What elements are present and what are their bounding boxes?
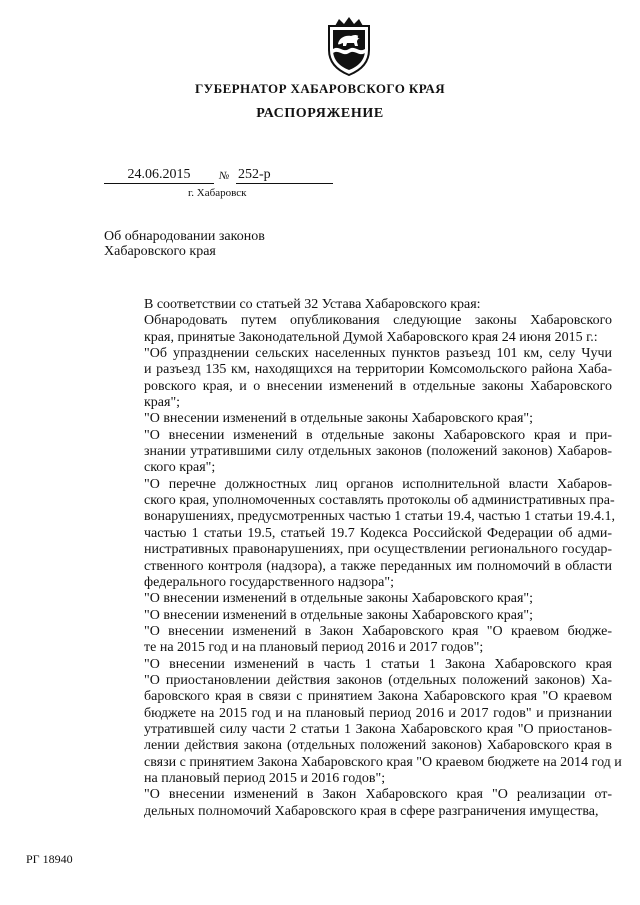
- paragraph-line: Обнародовать путем опубликования следующие законы Хабаровского: [144, 313, 612, 329]
- paragraph-line: "Об упразднении сельских населенных пунктов разъезд 101 км, селу Чучи: [144, 346, 612, 362]
- paragraph-line: и разъезд 135 км, находящихся на территории Комсомольского района Хаба-: [144, 362, 612, 378]
- issue-place: г. Хабаровск: [188, 187, 247, 199]
- body-paragraph: [104, 787, 612, 820]
- registration-number: РГ 18940: [26, 852, 73, 866]
- paragraph-line: края, принятые Законодательной Думой Хабаровского края 24 июня 2015 г.:: [144, 329, 598, 345]
- body-paragraph: [104, 411, 612, 427]
- document-body: [104, 297, 622, 820]
- subject-line: Хабаровского края: [104, 244, 216, 259]
- paragraph-line: В соответствии со статьей 32 Устава Хабаровского края:: [144, 297, 481, 312]
- paragraph-line: те на 2015 год и на плановый период 2016 и 2017 годов";: [144, 640, 484, 656]
- body-paragraph: [104, 297, 612, 313]
- document-number: 252-р: [236, 166, 333, 184]
- paragraph-line: лении действия закона (отдельных положений законов) Хабаровского края в: [144, 738, 612, 754]
- paragraph-line: бюджете на 2015 год и на плановый период 2016 и 2017 годов" и признании: [144, 705, 612, 721]
- paragraph-line: дельных полномочий Хабаровского края в сфере разграничения имущества,: [144, 803, 599, 819]
- paragraph-line: "О внесении изменений в отдельные законы Хабаровского края";: [144, 411, 534, 427]
- issuing-authority: ГУБЕРНАТОР ХАБАРОВСКОГО КРАЯ: [194, 81, 445, 96]
- body-paragraph: [104, 608, 612, 624]
- paragraph-line: ственного контроля (надзора), а также переданных им полномочий в области: [144, 558, 612, 574]
- document-type: РАСПОРЯЖЕНИЕ: [256, 106, 384, 121]
- paragraph-line: ского края, уполномоченных составлять протоколы об административных пра-: [144, 493, 615, 509]
- paragraph-line: частью 1 статьи 19.5, статьей 19.7 Кодекса Российской Федерации об адми-: [144, 525, 612, 541]
- body-paragraph: [104, 591, 612, 607]
- paragraph-line: "О перечне должностных лиц органов исполнительной власти Хабаров-: [144, 476, 612, 492]
- body-paragraph: [104, 656, 622, 788]
- paragraph-line: "О внесении изменений в отдельные законы Хабаровского края";: [144, 591, 534, 607]
- paragraph-line: связи с принятием Закона Хабаровского края "О краевом бюджете на 2014 год и: [144, 754, 622, 770]
- document-subject: [104, 229, 265, 259]
- body-paragraph: [104, 346, 612, 411]
- paragraph-line: "О приостановлении действия законов (отдельных положений законов) Ха-: [144, 672, 612, 688]
- paragraph-line: "О внесении изменений в отдельные законы Хабаровского края и при-: [144, 427, 612, 443]
- paragraph-line: знании утратившими силу отдельных законов (положений законов) Хабаров-: [144, 444, 612, 460]
- paragraph-line: "О внесении изменений в Закон Хабаровского края "О реализации от-: [144, 787, 612, 803]
- number-sign: №: [219, 170, 230, 182]
- body-paragraph: [104, 624, 612, 657]
- paragraph-line: ровского края, и о внесении изменений в отдельные законы Хабаровского: [144, 378, 612, 394]
- paragraph-line: нистративных правонарушениях, при осуществлении регионального государ-: [144, 542, 612, 558]
- body-paragraph: [104, 476, 615, 591]
- subject-line: Об обнародовании законов: [104, 229, 265, 244]
- paragraph-line: на плановый период 2015 и 2016 годов";: [144, 770, 386, 786]
- paragraph-line: края";: [144, 395, 181, 411]
- paragraph-line: ского края";: [144, 460, 216, 476]
- khabarovsk-coat-of-arms-icon: [325, 16, 373, 76]
- paragraph-line: баровского края в связи с принятием Закона Хабаровского края "О краевом: [144, 689, 612, 705]
- paragraph-line: утратившей силу части 2 статьи 1 Закона Хабаровского края "О приостанов-: [144, 721, 612, 737]
- paragraph-line: "О внесении изменений в часть 1 статьи 1 Закона Хабаровского края: [144, 656, 612, 672]
- paragraph-line: "О внесении изменений в отдельные законы Хабаровского края";: [144, 607, 534, 623]
- paragraph-line: вонарушениях, предусмотренных частью 1 статьи 19.4, частью 1 статьи 19.4.1,: [144, 509, 615, 525]
- paragraph-line: федерального государственного надзора";: [144, 574, 394, 590]
- paragraph-line: "О внесении изменений в Закон Хабаровского края "О краевом бюдже-: [144, 623, 612, 639]
- body-paragraph: [104, 313, 612, 346]
- document-date: 24.06.2015: [104, 166, 214, 184]
- body-paragraph: [104, 428, 612, 477]
